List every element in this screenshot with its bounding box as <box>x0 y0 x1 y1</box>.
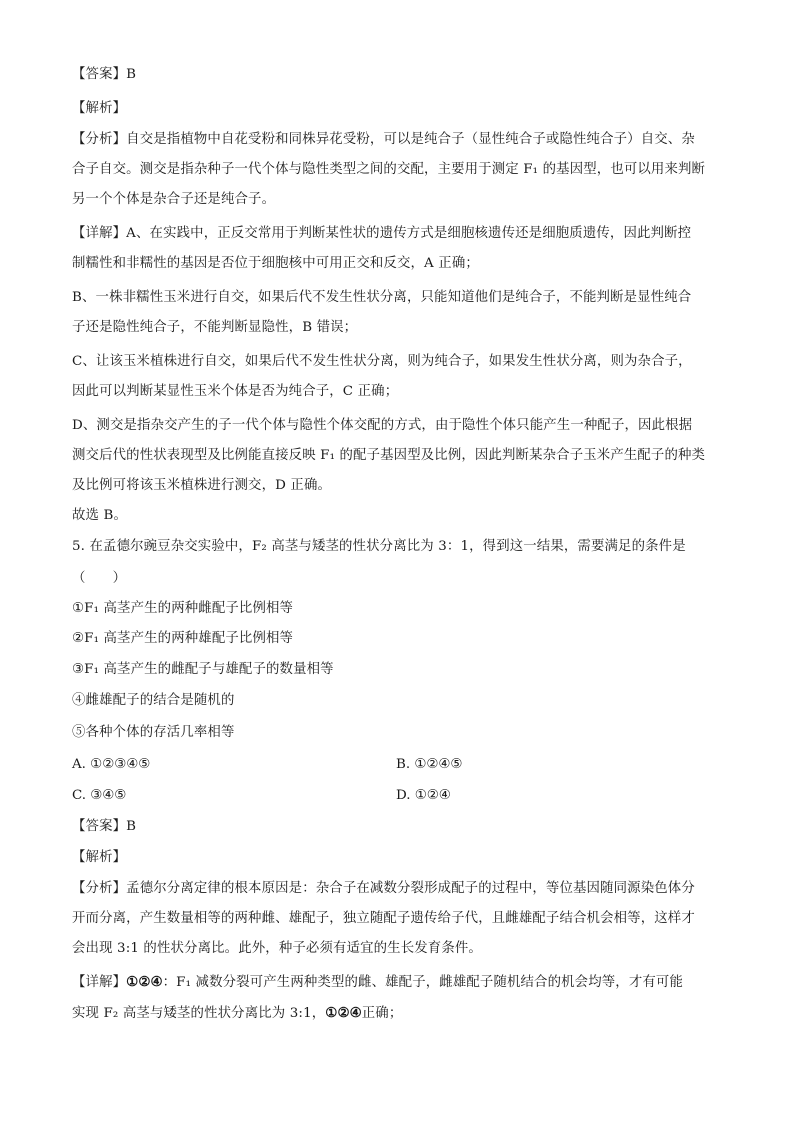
analysis-tag: 【解析】 <box>72 101 127 116</box>
q5-condition-2: ②F₁ 高茎产生的两种雄配子比例相等 <box>72 631 294 646</box>
q4-detail-line-3: B、一株非糯性玉米进行自交，如果后代不发生性状分离，只能知道他们是纯合子，不能判断是显性纯合 <box>72 290 692 305</box>
q5-stem-line-2: （ ） <box>72 571 127 586</box>
detail-text: 实现 F₂ 高茎与矮茎的性状分离比为 3:1， <box>72 1006 326 1021</box>
q5-stem-line-1: 5. 在孟德尔豌豆杂交实验中，F₂ 高茎与矮茎的性状分离比为 3：1，得到这一结果，需要满足的条件是 <box>72 539 686 554</box>
detail-bold: ①②④ <box>325 1005 362 1021</box>
q4-analysis-heading <box>72 100 722 118</box>
q4-detail-line-5: C、让该玉米植株进行自交，如果后代不发生性状分离，则为纯合子，如果发生性状分离，则为杂合子， <box>72 354 692 369</box>
answer-value: B <box>126 819 137 834</box>
q4-answer <box>72 66 722 84</box>
fenxi-text: 自交是指植物中自花受粉和同株异花受粉，可以是纯合子（显性纯合子或隐性纯合子）自交、杂 <box>126 132 695 147</box>
q4-conclusion: 故选 B。 <box>72 508 128 523</box>
q5-option-a: A. ①②③④⑤ <box>72 757 151 772</box>
fenxi-text: 孟德尔分离定律的根本原因是：杂合子在减数分裂形成配子的过程中，等位基因随同源染色体分 <box>126 881 695 896</box>
fenxi-tag: 【分析】 <box>72 132 127 147</box>
q5-condition-5: ⑤各种个体的存活几率相等 <box>72 725 235 740</box>
q4-detail-line-6: 因此可以判断某显性玉米个体是否为纯合子，C 正确； <box>72 384 399 399</box>
answer-value: B <box>126 67 137 82</box>
xiangjie-tag: 【详解】 <box>72 975 127 990</box>
xiangjie-tag: 【详解】 <box>72 226 127 241</box>
q5-fenxi-line-1 <box>72 880 722 898</box>
q5-option-d: D. ①②④ <box>396 788 451 803</box>
answer-tag: 【答案】 <box>72 67 127 82</box>
q4-detail-line-4: 子还是隐性纯合子，不能判断显隐性，B 错误； <box>72 320 358 335</box>
q4-fenxi-line-1 <box>72 131 722 149</box>
q5-condition-3: ③F₁ 高茎产生的雌配子与雄配子的数量相等 <box>72 662 334 677</box>
q4-detail-line-1 <box>72 225 722 243</box>
q5-analysis-heading <box>72 849 722 867</box>
analysis-tag: 【解析】 <box>72 850 127 865</box>
detail-text: A、在实践中，正反交常用于判断某性状的遗传方式是细胞核遗传还是细胞质遗传，因此判断控 <box>126 226 692 241</box>
q4-detail-line-7: D、测交是指杂交产生的子一代个体与隐性个体交配的方式，由于隐性个体只能产生一种配子，因此根据 <box>72 418 693 433</box>
q4-fenxi-line-3: 另一个个体是杂合子还是纯合子。 <box>72 192 276 207</box>
q4-fenxi-line-2: 合子自交。测交是指杂种子一代个体与隐性类型之间的交配，主要用于测定 F₁ 的基因型，也可以用来判断 <box>72 162 706 177</box>
q5-condition-1: ①F₁ 高茎产生的两种雌配子比例相等 <box>72 601 294 616</box>
q5-fenxi-line-3: 会出现 3:1 的性状分离比。此外，种子必须有适宜的生长发育条件。 <box>72 941 482 956</box>
q4-detail-line-8: 测交后代的性状表现型及比例能直接反映 F₁ 的配子基因型及比例，因此判断某杂合子玉米产生配子的种类 <box>72 448 706 463</box>
q5-detail-line-2 <box>72 1004 722 1023</box>
q5-fenxi-line-2: 开而分离，产生数量相等的两种雌、雄配子，独立随配子遗传给子代，且雌雄配子结合机会相等，这样才 <box>72 911 695 926</box>
q4-detail-line-2: 制糯性和非糯性的基因是否位于细胞核中可用正交和反交，A 正确； <box>72 256 479 271</box>
fenxi-tag: 【分析】 <box>72 881 127 896</box>
detail-bold: ①②④ <box>126 974 163 990</box>
q5-option-b: B. ①②④⑤ <box>396 757 463 772</box>
q5-answer <box>72 818 722 836</box>
q5-detail-line-1 <box>72 973 722 992</box>
q4-detail-line-9: 及比例可将该玉米植株进行测交，D 正确。 <box>72 478 332 493</box>
answer-tag: 【答案】 <box>72 819 127 834</box>
detail-text: 正确； <box>361 1006 403 1021</box>
q5-condition-4: ④雌雄配子的结合是随机的 <box>72 693 235 708</box>
q5-option-c: C. ③④⑤ <box>72 788 127 803</box>
detail-text: ：F₁ 减数分裂可产生两种类型的雌、雄配子，雌雄配子随机结合的机会均等，才有可能 <box>162 975 684 990</box>
